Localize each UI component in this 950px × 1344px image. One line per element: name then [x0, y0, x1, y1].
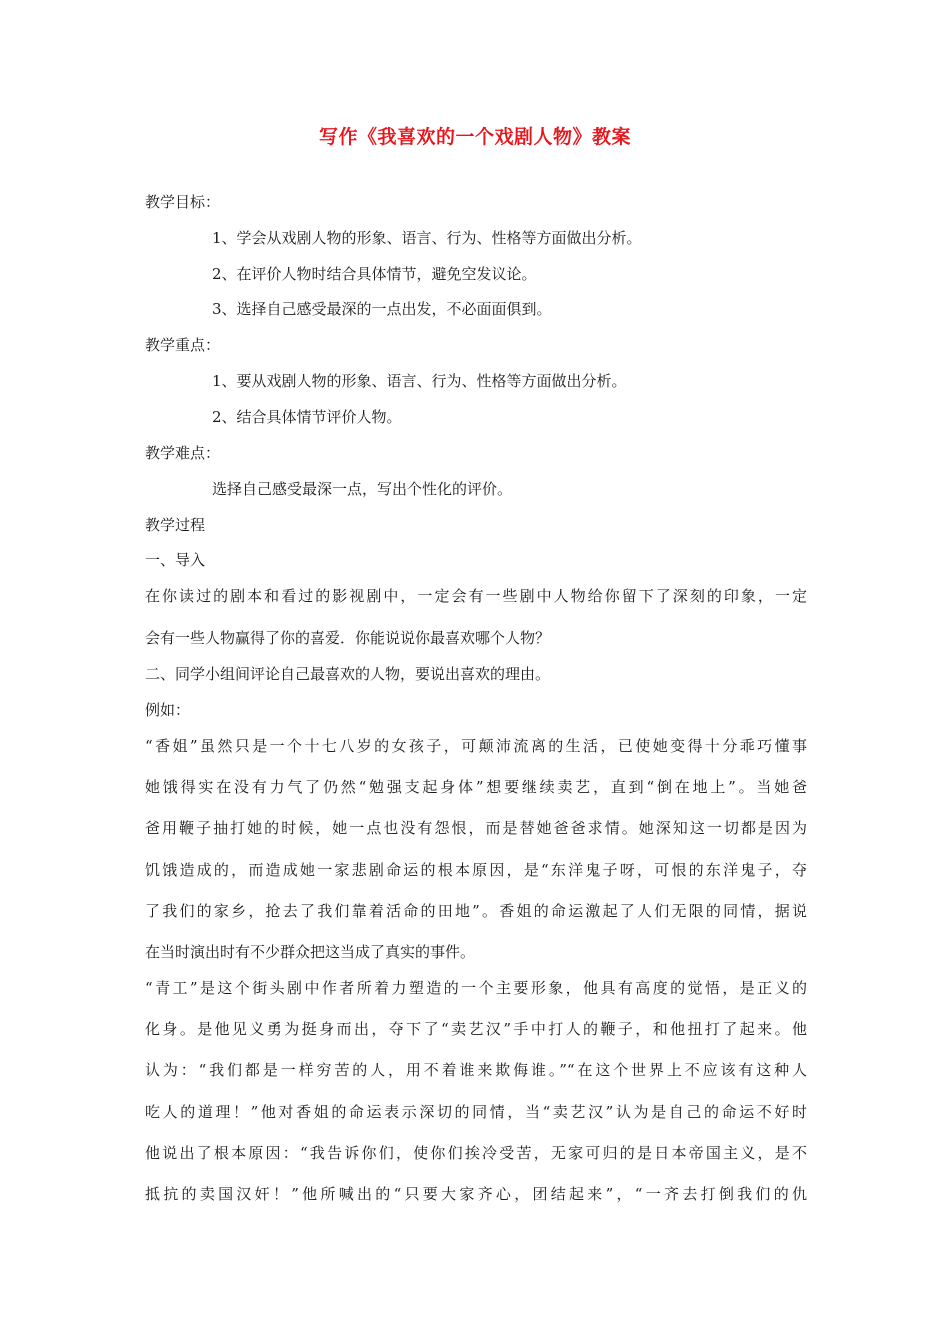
- goal-item: 1、学会从戏剧人物的形象、语言、行为、性格等方面做出分析。: [212, 229, 642, 247]
- qinggong-line: 抵抗的卖国汉奸！”他所喊出的“只要大家齐心，团结起来”，“一齐去打倒我们的仇: [145, 1185, 807, 1203]
- goal-item: 3、选择自己感受最深的一点出发，不必面面俱到。: [212, 300, 552, 318]
- process-heading: 教学过程: [145, 516, 206, 534]
- focus-item: 2、结合具体情节评价人物。: [212, 408, 402, 426]
- xiangjie-line: 饥饿造成的，而造成她一家悲剧命运的根本原因，是“东洋鬼子呀，可恨的东洋鬼子，夺: [145, 861, 807, 879]
- step2-heading: 二、同学小组间评论自己最喜欢的人物，要说出喜欢的理由。: [145, 665, 551, 683]
- xiangjie-line: “香姐”虽然只是一个十七八岁的女孩子，可颠沛流离的生活，已使她变得十分乖巧懂事: [145, 737, 807, 755]
- xiangjie-line: 了我们的家乡，抢去了我们靠着活命的田地”。香姐的命运激起了人们无限的同情，据说: [145, 902, 807, 920]
- focus-heading: 教学重点：: [145, 336, 221, 354]
- difficulty-heading: 教学难点：: [145, 444, 221, 462]
- goals-heading: 教学目标：: [145, 193, 221, 211]
- qinggong-line: 化身。是他见义勇为挺身而出，夺下了“卖艺汉”手中打人的鞭子，和他扭打了起来。他: [145, 1020, 807, 1038]
- qinggong-line: “青工”是这个街头剧中作者所着力塑造的一个主要形象，他具有高度的觉悟，是正义的: [145, 979, 807, 997]
- focus-item: 1、要从戏剧人物的形象、语言、行为、性格等方面做出分析。: [212, 372, 627, 390]
- qinggong-line: 他说出了根本原因：“我告诉你们，使你们挨冷受苦，无家可归的是日本帝国主义，是不: [145, 1144, 807, 1162]
- step1-heading: 一、导入: [145, 551, 206, 569]
- xiangjie-line: 爸用鞭子抽打她的时候，她一点也没有怨恨，而是替她爸爸求情。她深知这一切都是因为: [145, 819, 807, 837]
- xiangjie-line: 在当时演出时有不少群众把这当成了真实的事件。: [145, 943, 476, 961]
- example-label: 例如：: [145, 701, 191, 719]
- qinggong-line: 吃人的道理！”他对香姐的命运表示深切的同情，当“卖艺汉”认为是自己的命运不好时: [145, 1103, 807, 1121]
- xiangjie-line: 她饿得实在没有力气了仍然“勉强支起身体”想要继续卖艺，直到“倒在地上”。当她爸: [145, 778, 807, 796]
- qinggong-line: 认为：“我们都是一样穷苦的人，用不着谁来欺侮谁。”“在这个世界上不应该有这种人: [145, 1061, 807, 1079]
- intro-line: 在你读过的剧本和看过的影视剧中，一定会有一些剧中人物给你留下了深刻的印象，一定: [145, 587, 807, 605]
- difficulty-text: 选择自己感受最深一点，写出个性化的评价。: [212, 480, 513, 498]
- goal-item: 2、在评价人物时结合具体情节，避免空发议论。: [212, 265, 537, 283]
- page-title: 写作《我喜欢的一个戏剧人物》教案: [318, 126, 631, 148]
- intro-line: 会有一些人物赢得了你的喜爱．你能说说你最喜欢哪个人物？: [145, 629, 551, 647]
